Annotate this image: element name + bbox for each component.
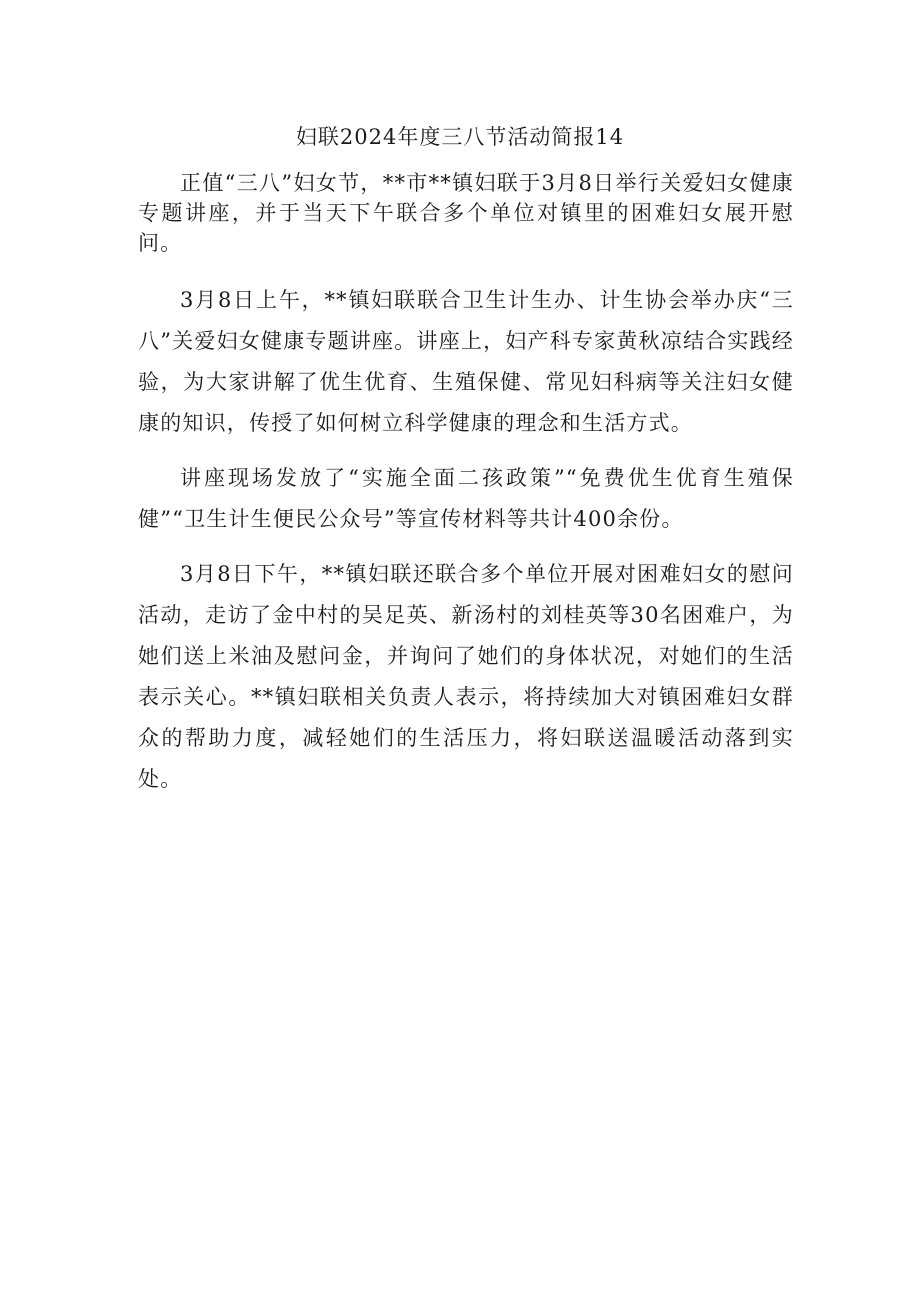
paragraph-intro: 正值“三八”妇女节，**市**镇妇联于3月8日举行关爱妇女健康专题讲座，并于当天下午联合多个单位对镇里的困难妇女展开慰问。 bbox=[138, 171, 794, 255]
document-body bbox=[138, 168, 794, 800]
paragraph-afternoon-visit: 3月8日下午，**镇妇联还联合多个单位开展对困难妇女的慰问活动，走访了金中村的吴足英、新汤村的刘桂英等30名困难户，为她们送上米油及慰问金，并询问了她们的身体状况，对她们的生活表示关心。**镇妇联相关负责人表示，将持续加大对镇困难妇女群众的帮助力度，减轻她们的生活压力，将妇联送温暖活动落到实处。 bbox=[138, 562, 794, 791]
paragraph-morning-lecture: 3月8日上午，**镇妇联联合卫生计生办、计生协会举办庆“三八”关爱妇女健康专题讲座。讲座上，妇产科专家黄秋凉结合实践经验，为大家讲解了优生优育、生殖保健、常见妇科病等关注妇女健康的知识，传授了如何树立科学健康的理念和生活方式。 bbox=[138, 288, 794, 435]
document-title: 妇联2024年度三八节活动简报14 bbox=[295, 125, 625, 149]
paragraph-materials: 讲座现场发放了“实施全面二孩政策”“免费优生优育生殖保健”“卫生计生便民公众号”等宣传材料等共计400余份。 bbox=[138, 466, 794, 531]
